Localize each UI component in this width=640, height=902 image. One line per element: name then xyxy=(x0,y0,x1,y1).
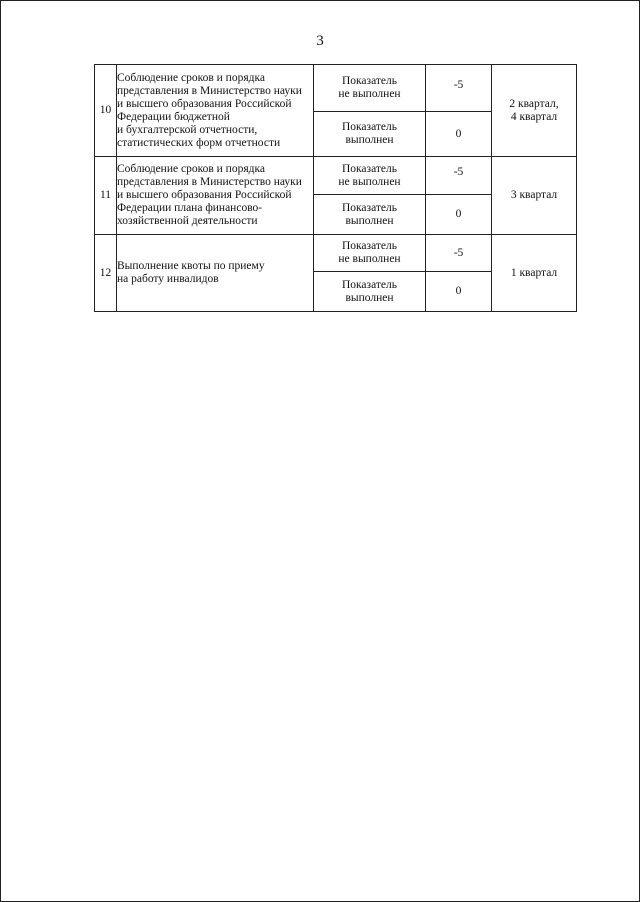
score-value: 0 xyxy=(426,195,492,235)
score-value: -5 xyxy=(426,157,492,195)
table-row xyxy=(95,235,577,272)
score-value: 0 xyxy=(426,272,492,312)
reporting-period: 2 квартал, 4 квартал xyxy=(492,65,577,157)
table-row xyxy=(95,157,577,195)
indicator-not-met: Показатель не выполнен xyxy=(314,65,426,112)
row-number: 11 xyxy=(95,157,117,235)
reporting-period: 3 квартал xyxy=(492,157,577,235)
page-number: 3 xyxy=(316,33,324,49)
row-number: 10 xyxy=(95,65,117,157)
indicator-met: Показатель выполнен xyxy=(314,272,426,312)
indicator-met: Показатель выполнен xyxy=(314,112,426,157)
criteria-table xyxy=(94,64,577,312)
score-value: -5 xyxy=(426,65,492,112)
criterion-description: Выполнение квоты по приему на работу инвалидов xyxy=(117,235,314,312)
criterion-description: Соблюдение сроков и порядка представления в Министерство науки и высшего образования Российской Федерации бюджетной и бухгалтерской отчетности, статистических форм отчетности xyxy=(117,65,314,157)
criterion-description: Соблюдение сроков и порядка представления в Министерство науки и высшего образования Российской Федерации плана финансово- хозяйственной деятельности xyxy=(117,157,314,235)
score-value: 0 xyxy=(426,112,492,157)
indicator-not-met: Показатель не выполнен xyxy=(314,235,426,272)
reporting-period: 1 квартал xyxy=(492,235,577,312)
indicator-not-met: Показатель не выполнен xyxy=(314,157,426,195)
score-value: -5 xyxy=(426,235,492,272)
table-row xyxy=(95,65,577,112)
row-number: 12 xyxy=(95,235,117,312)
indicator-met: Показатель выполнен xyxy=(314,195,426,235)
